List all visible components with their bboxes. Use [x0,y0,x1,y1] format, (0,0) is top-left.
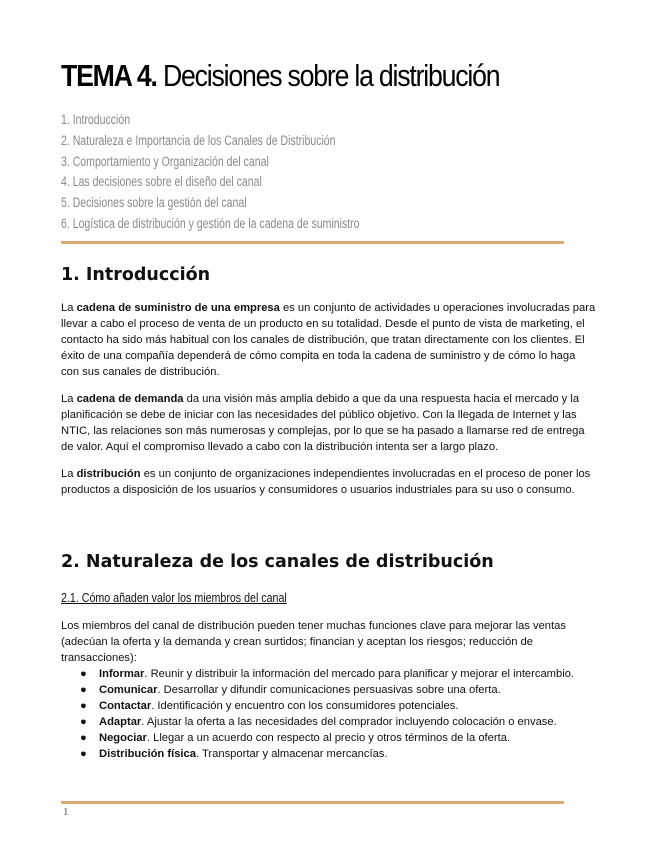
paragraph-2-bold: cadena de demanda [76,393,184,405]
bullet-icon: ● [80,700,87,713]
bullet-icon: ● [80,716,87,729]
toc-item: 1. Introducción [61,112,131,127]
bullet-icon: ● [80,684,87,697]
paragraph-2: La cadena de demanda da una visión más amplia debido a que da una respuesta hacia el mercado y la planificación se debe de iniciar con las necesidades del público objetivo. Con la llegada de Internet y las NTIC, las relaciones son más numerosas y complejas, por lo que se ha pasado a llamarse red de entrega de valor. Aquí el compromiso llevado a cabo con la distribución intenta ser a largo plazo. [61,393,585,454]
divider-top [61,241,564,244]
functions-list [61,666,596,763]
section-2-heading: 2. Naturaleza de los canales de distribución [61,552,494,572]
subsection-heading: 2.1. Cómo añaden valor los miembros del canal [61,590,287,605]
toc-item: 5. Decisiones sobre la gestión del canal [61,195,247,211]
list-item: ● Negociar. Llegar a un acuerdo con respecto al precio y otros términos de la oferta. [61,730,596,746]
list-item: ● Comunicar. Desarrollar y difundir comunicaciones persuasivas sobre una oferta. [61,682,596,698]
bullet-icon: ● [80,668,87,680]
toc-item: 6. Logística de distribución y gestión de la cadena de suministro [61,215,360,231]
toc-item: 4. Las decisiones sobre el diseño del canal [61,174,262,190]
bullet-icon: ● [80,748,87,761]
divider-footer [61,801,564,804]
list-item: ● Contactar. Identificación y encuentro con los consumidores potenciales. [61,698,596,714]
page-number: 1 [63,806,69,818]
toc-item: 2. Naturaleza e Importancia de los Canales de Distribución [61,132,336,148]
section-1-heading: 1. Introducción [61,265,211,285]
paragraph-1-bold: cadena de suministro de una empresa [76,302,280,314]
paragraph-3-bold: distribución [76,468,141,480]
table-of-contents [61,110,444,235]
title-bold: TEMA 4. [61,58,157,93]
paragraph-3: La distribución es un conjunto de organizaciones independientes involucradas en el proceso de poner los productos a disposición de los usuarios y consumidores o usuarios industriales para su uso o consumo. [61,468,591,497]
paragraph-1: La cadena de suministro de una empresa es un conjunto de actividades u operaciones involucradas para llevar a cabo el proceso de venta de un producto en su totalidad. Desde el punto de vista de marketing, el contacto ha sido más habitual con los canales de distribución, que tratan directamente con los clientes. El éxito de una compañía dependerá de cómo compita en toda la cadena de suministro y de cómo lo haga con sus canales de distribución. [61,302,596,379]
paragraph-4: Los miembros del canal de distribución pueden tener muchas funciones clave para mejorar las ventas (adecúan la oferta y la demanda y crean surtidos; financian y aceptan los riesgos; reducción de transacciones): [61,620,566,665]
list-item: ● Adaptar. Ajustar la oferta a las necesidades del comprador incluyendo colocación o envase. [61,714,596,730]
bullet-icon: ● [80,732,87,745]
toc-item: 3. Comportamiento y Organización del canal [61,153,269,169]
list-item: ● Informar. Reunir y distribuir la información del mercado para planificar y mejorar el intercambio. [61,666,596,682]
list-item: ● Distribución física. Transportar y almacenar mercancías. [61,746,596,762]
document-title [61,58,499,94]
title-rest: Decisiones sobre la distribución [156,58,500,93]
